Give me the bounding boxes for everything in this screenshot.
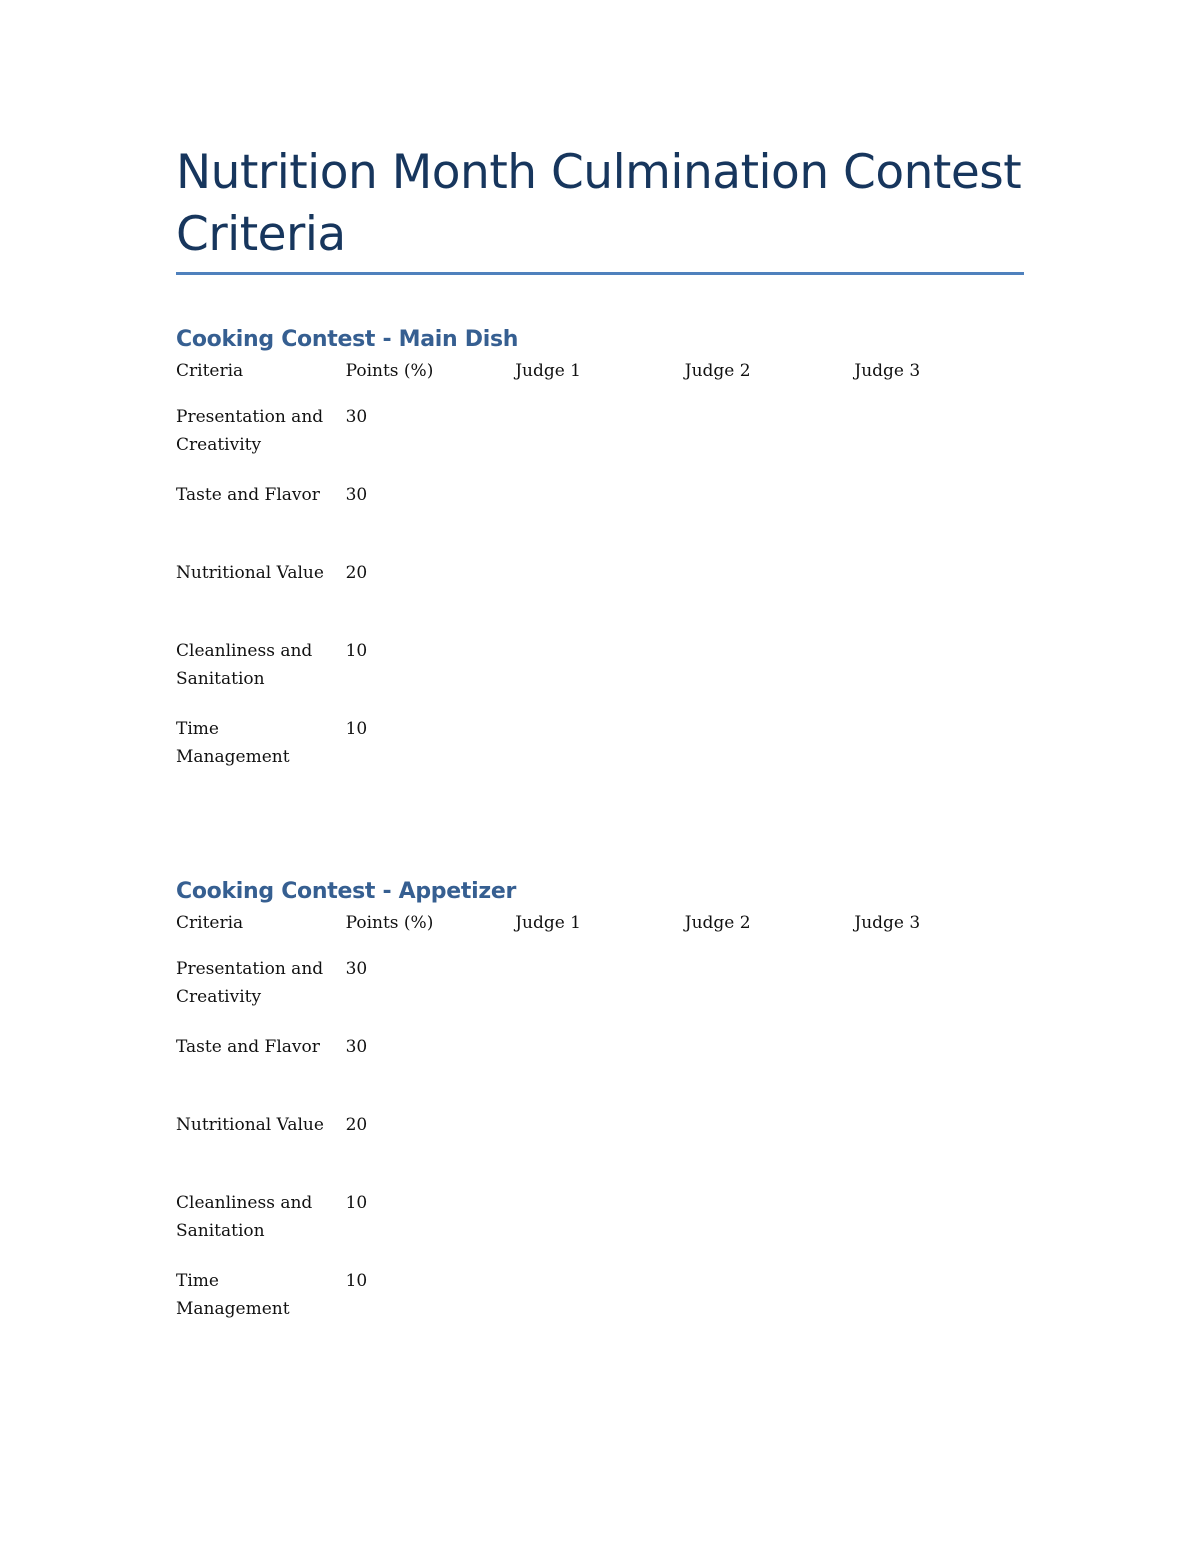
points-cell: 30 (345, 1037, 368, 1057)
judge-1-cell (515, 1033, 685, 1111)
table-row (176, 1033, 1024, 1111)
criteria-cell: Nutritional Value (176, 1115, 324, 1135)
table-row (176, 955, 1024, 1033)
judge-3-cell (854, 1189, 1024, 1267)
column-header-points: Points (%) (345, 361, 434, 381)
judge-1-cell (515, 1189, 685, 1267)
column-header-criteria: Criteria (176, 913, 244, 933)
judge-2-cell (685, 1267, 855, 1345)
table-row (176, 637, 1024, 715)
column-header-judge-3: Judge 3 (854, 361, 921, 381)
criteria-cell: Cleanliness and Sanitation (176, 1193, 313, 1241)
judge-2-cell (685, 559, 855, 637)
judge-2-cell (685, 1189, 855, 1267)
table-row (176, 481, 1024, 559)
document-title: Nutrition Month Culmination Contest Criteria (176, 145, 1022, 262)
table-row (176, 715, 1024, 793)
column-header-judge-3: Judge 3 (854, 913, 921, 933)
criteria-cell: Time Management (176, 719, 290, 767)
points-cell: 10 (345, 641, 368, 661)
judge-3-cell (854, 403, 1024, 481)
points-cell: 20 (345, 563, 368, 583)
table-row (176, 403, 1024, 481)
judge-1-cell (515, 1267, 685, 1345)
table-row (176, 1267, 1024, 1345)
judge-2-cell (685, 403, 855, 481)
points-cell: 10 (345, 1193, 368, 1213)
judge-3-cell (854, 637, 1024, 715)
criteria-cell: Presentation and Creativity (176, 407, 324, 455)
judge-2-cell (685, 637, 855, 715)
judge-1-cell (515, 559, 685, 637)
table-row (176, 1189, 1024, 1267)
criteria-table-main-dish (176, 357, 1024, 793)
judge-3-cell (854, 715, 1024, 793)
judge-2-cell (685, 1111, 855, 1189)
criteria-cell: Nutritional Value (176, 563, 324, 583)
judge-2-cell (685, 1033, 855, 1111)
points-cell: 30 (345, 407, 368, 427)
section-main-dish (176, 323, 1024, 793)
table-row (176, 559, 1024, 637)
table-row (176, 1111, 1024, 1189)
criteria-cell: Taste and Flavor (176, 485, 320, 505)
points-cell: 10 (345, 719, 368, 739)
criteria-cell: Time Management (176, 1271, 290, 1319)
section-appetizer (176, 875, 1024, 1345)
judge-3-cell (854, 1267, 1024, 1345)
criteria-table-appetizer (176, 909, 1024, 1345)
points-cell: 30 (345, 485, 368, 505)
column-header-judge-2: Judge 2 (684, 361, 751, 381)
table-header-row (176, 909, 1024, 955)
criteria-cell: Taste and Flavor (176, 1037, 320, 1057)
judge-1-cell (515, 403, 685, 481)
judge-3-cell (854, 1111, 1024, 1189)
table-header-row (176, 357, 1024, 403)
judge-3-cell (854, 1033, 1024, 1111)
column-header-judge-1: Judge 1 (515, 913, 581, 933)
title-underline (176, 272, 1024, 275)
judge-2-cell (685, 715, 855, 793)
judge-1-cell (515, 1111, 685, 1189)
section-heading: Cooking Contest - Main Dish (176, 327, 519, 352)
column-header-points: Points (%) (345, 913, 434, 933)
judge-3-cell (854, 481, 1024, 559)
judge-3-cell (854, 955, 1024, 1033)
column-header-criteria: Criteria (176, 361, 244, 381)
column-header-judge-2: Judge 2 (684, 913, 751, 933)
judge-1-cell (515, 481, 685, 559)
criteria-cell: Cleanliness and Sanitation (176, 641, 313, 689)
criteria-cell: Presentation and Creativity (176, 959, 324, 1007)
points-cell: 20 (345, 1115, 368, 1135)
judge-1-cell (515, 955, 685, 1033)
judge-1-cell (515, 715, 685, 793)
judge-3-cell (854, 559, 1024, 637)
judge-2-cell (685, 481, 855, 559)
points-cell: 30 (345, 959, 368, 979)
column-header-judge-1: Judge 1 (515, 361, 581, 381)
points-cell: 10 (345, 1271, 368, 1291)
judge-2-cell (685, 955, 855, 1033)
section-heading: Cooking Contest - Appetizer (176, 879, 517, 904)
judge-1-cell (515, 637, 685, 715)
